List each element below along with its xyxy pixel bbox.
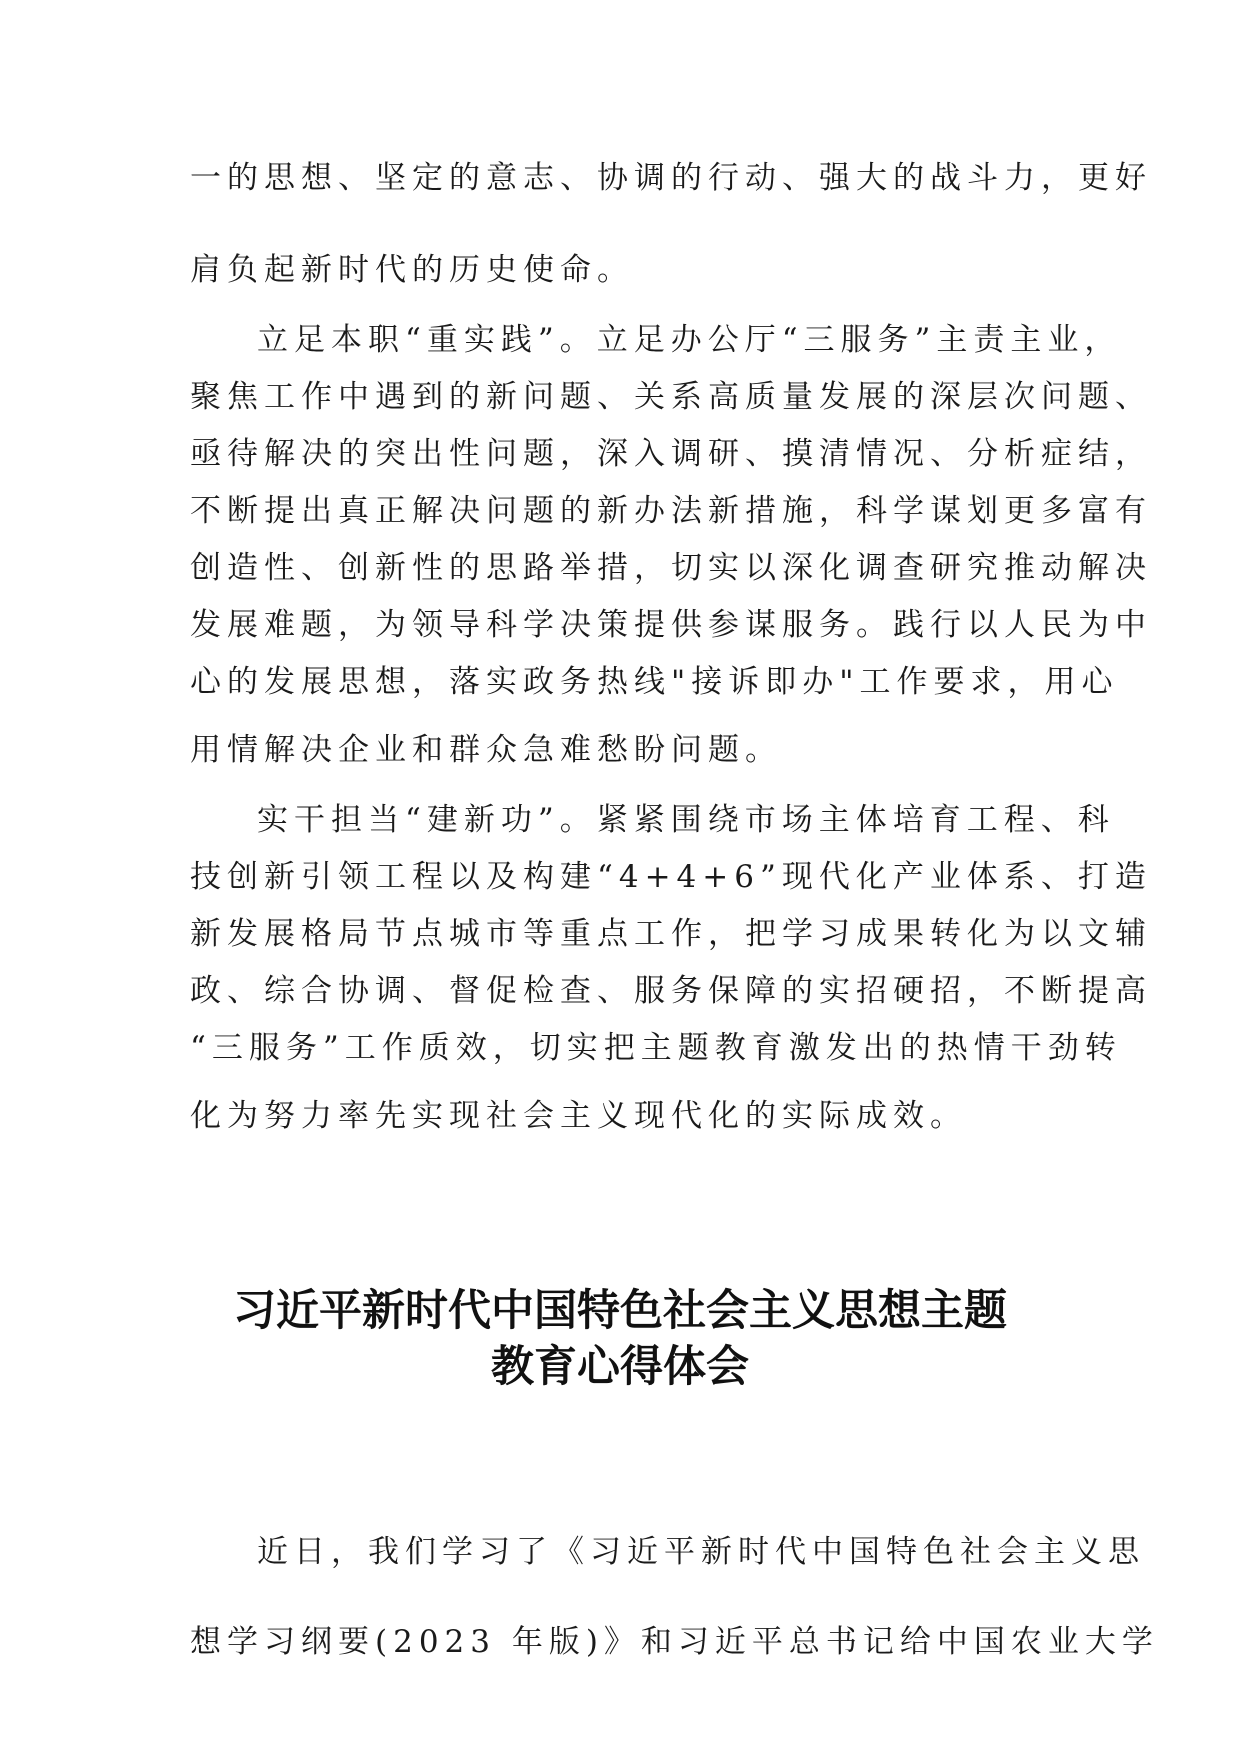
body-text-line: 新发展格局节点城市等重点工作，把学习成果转化为以文辅 — [190, 916, 1152, 952]
body-text-line: 技创新引领工程以及构建“4+4+6”现代化产业体系、打造 — [190, 859, 1152, 895]
body-text-line: 不断提出真正解决问题的新办法新措施，科学谋划更多富有 — [190, 493, 1152, 529]
body-text-line: 心的发展思想，落实政务热线"接诉即办"工作要求，用心 — [190, 664, 1119, 700]
body-text-line: 实干担当“建新功”。紧紧围绕市场主体培育工程、科 — [257, 802, 1115, 838]
body-text-line: 化为努力率先实现社会主义现代化的实际成效。 — [190, 1098, 967, 1134]
body-text-line: 想学习纲要(2023 年版)》和习近平总书记给中国农业大学 — [190, 1624, 1159, 1660]
body-text-line: “三服务”工作质效，切实把主题教育激发出的热情干劲转 — [190, 1030, 1122, 1066]
body-text-line: 聚焦工作中遇到的新问题、关系高质量发展的深层次问题、 — [190, 379, 1152, 415]
section-title-line-2: 教育心得体会 — [491, 1342, 749, 1392]
body-text-line: 政、综合协调、督促检查、服务保障的实招硬招，不断提高 — [190, 973, 1152, 1009]
body-text-line: 用情解决企业和群众急难愁盼问题。 — [190, 732, 782, 768]
body-text-line: 发展难题，为领导科学决策提供参谋服务。践行以人民为中 — [190, 607, 1152, 643]
body-text-line: 创造性、创新性的思路举措，切实以深化调查研究推动解决 — [190, 550, 1152, 586]
body-text-line: 近日，我们学习了《习近平新时代中国特色社会主义思 — [257, 1534, 1145, 1570]
body-text-line: 立足本职“重实践”。立足办公厅“三服务”主责主业， — [257, 322, 1122, 358]
body-text-line: 一的思想、坚定的意志、协调的行动、强大的战斗力，更好 — [190, 160, 1152, 196]
body-text-line: 肩负起新时代的历史使命。 — [190, 252, 634, 288]
body-text-line: 亟待解决的突出性问题，深入调研、摸清情况、分析症结， — [190, 436, 1152, 472]
section-title-line-1: 习近平新时代中国特色社会主义思想主题 — [233, 1286, 1007, 1336]
